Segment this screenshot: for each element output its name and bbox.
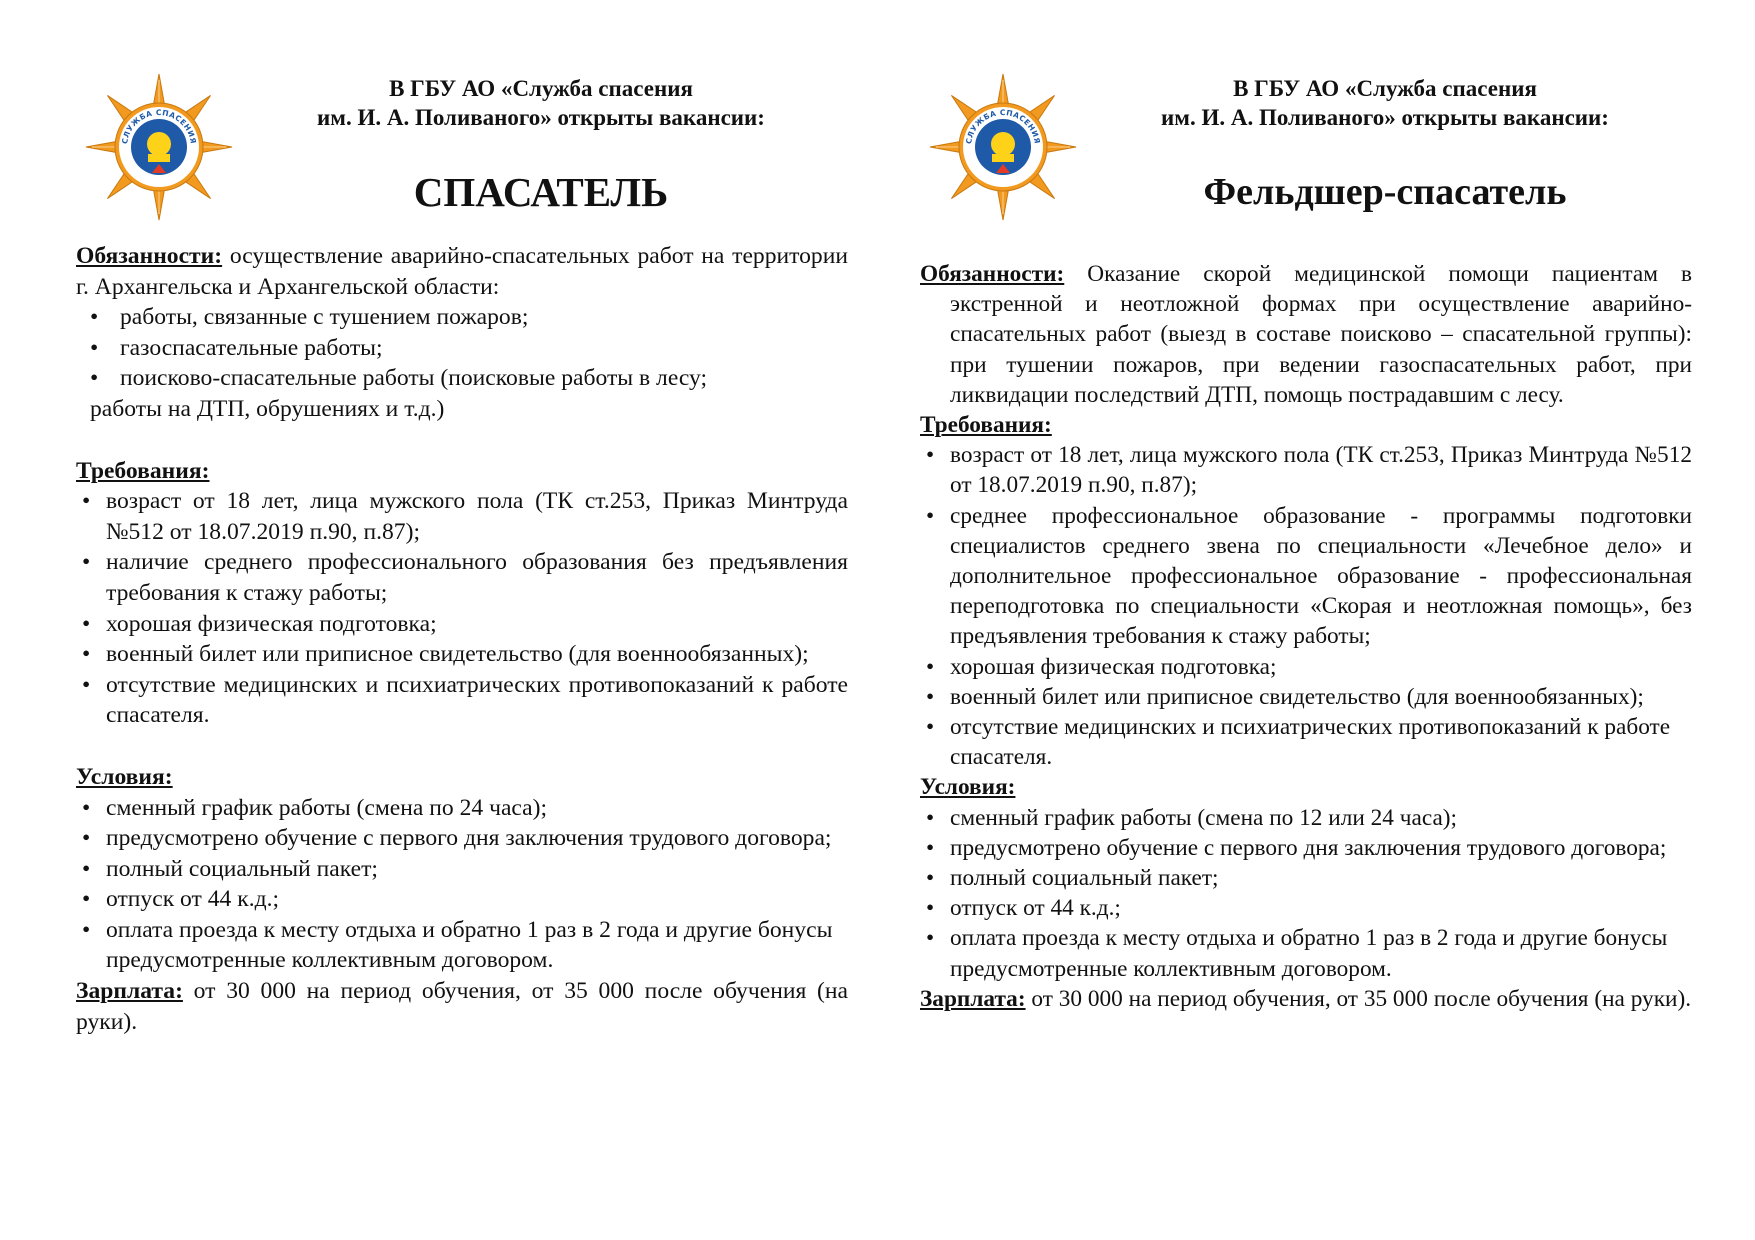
duties-label: Обязанности:	[76, 243, 223, 269]
salary-text: от 30 000 на период обучения, от 35 000 после обучения (на руки).	[1025, 985, 1692, 1012]
list-item: • возраст от 18 лет, лица мужского пола (ТК ст.253, Приказ Минтруда №512 от 18.07.2019 п.90, п.87);	[920, 440, 1692, 500]
list-item: • поисково-спасательные работы (поисковые работы в лесу;	[76, 363, 848, 394]
requirements-list	[920, 440, 1692, 772]
list-item: • наличие среднего профессионального образования без предъявления требования к стажу работы;	[76, 547, 848, 608]
header	[246, 0, 836, 217]
duties-text: осуществление аварийно-спасательных работ на территории г. Архангельска и Архангельской области:	[76, 243, 848, 300]
duties-section	[76, 241, 848, 302]
vacancy-title: СПАСАТЕЛЬ	[413, 169, 669, 215]
list-item: • газоспасательные работы;	[76, 333, 848, 364]
list-item: • военный билет или приписное свидетельство (для военнообязанных);	[76, 639, 848, 670]
list-item: • оплата проезда к месту отдыха и обратно 1 раз в 2 года и другие бонусы предусмотренные коллективным договором.	[76, 915, 848, 976]
list-item: • полный социальный пакет;	[76, 854, 848, 885]
salary-section	[76, 976, 848, 1037]
list-item: • отпуск от 44 к.д.;	[920, 893, 1692, 923]
conditions-label: Условия:	[920, 774, 1016, 801]
conditions-label: Условия:	[76, 763, 173, 790]
conditions-list	[76, 793, 848, 977]
org-name: В ГБУ АО «Служба спасения им. И. А. Поливаного» открыты вакансии:	[1161, 76, 1609, 130]
vacancy-card-rescuer	[76, 0, 848, 1240]
list-item: • оплата проезда к месту отдыха и обратно 1 раз в 2 года и другие бонусы предусмотренные коллективным договором.	[920, 923, 1692, 983]
conditions-list	[920, 803, 1692, 984]
list-item: • возраст от 18 лет, лица мужского пола (ТК ст.253, Приказ Минтруда №512 от 18.07.2019 п.90, п.87);	[76, 486, 848, 547]
list-item: • отсутствие медицинских и психиатрических противопоказаний к работе спасателя.	[76, 670, 848, 731]
duties-list	[76, 302, 848, 424]
list-item: • сменный график работы (смена по 12 или 24 часа);	[920, 803, 1692, 833]
list-item: • работы, связанные с тушением пожаров;	[76, 302, 848, 333]
vacancy-card-paramedic-rescuer	[920, 0, 1692, 1240]
salary-section	[920, 984, 1692, 1014]
list-item: • сменный график работы (смена по 24 часа);	[76, 793, 848, 824]
list-item: • военный билет или приписное свидетельство (для военнообязанных);	[920, 682, 1692, 712]
salary-label: Зарплата:	[920, 985, 1026, 1012]
org-name: В ГБУ АО «Служба спасения им. И. А. Поливаного» открыты вакансии:	[317, 76, 765, 130]
vacancy-body	[920, 259, 1692, 1014]
duties-text: Оказание скорой медицинской помощи пациентам в экстренной и неотложной формах при осуществление аварийно-спасательных работ (выезд в составе поисково – спасательной группы): при тушении пожаров, при ведении газоспасательных работ, при ликвидации последствий ДТП, помощь пострадавшим с лесу.	[950, 261, 1692, 408]
list-item: • предусмотрено обучение с первого дня заключения трудового договора;	[920, 833, 1692, 863]
emblem-text: СЛУЖБА СПАСЕНИЯ	[120, 107, 198, 145]
requirements-label: Требования:	[76, 457, 210, 484]
salary-label: Зарплата:	[76, 978, 183, 1005]
salary-text: от 30 000 на период обучения, от 35 000 после обучения (на руки).	[76, 978, 848, 1035]
list-item: • хорошая физическая подготовка;	[920, 652, 1692, 682]
list-item: • отсутствие медицинских и психиатрических противопоказаний к работе спасателя.	[920, 712, 1692, 772]
header	[1090, 0, 1680, 217]
list-item: • хорошая физическая подготовка;	[76, 609, 848, 640]
requirements-list	[76, 486, 848, 731]
duties-label: Обязанности:	[920, 261, 1065, 287]
rescue-service-emblem-icon	[928, 72, 1078, 222]
list-item: • полный социальный пакет;	[920, 863, 1692, 893]
rescue-service-emblem-icon	[84, 72, 234, 222]
list-item-continuation: работы на ДТП, обрушениях и т.д.)	[90, 395, 445, 422]
emblem-text: СЛУЖБА СПАСЕНИЯ	[964, 107, 1042, 145]
vacancy-body	[76, 241, 848, 1037]
vacancy-title: Фельдшер-спасатель	[1203, 171, 1567, 213]
list-item: • среднее профессиональное образование - программы подготовки специалистов среднего звена по специальности «Лечебное дело» и дополнительное профессиональное образование - профессиональная переподготовка по специальности «Скорая и неотложная помощь», без предъявления требования к стажу работы;	[920, 501, 1692, 652]
list-item: • отпуск от 44 к.д.;	[76, 884, 848, 915]
list-item: • предусмотрено обучение с первого дня заключения трудового договора;	[76, 823, 848, 854]
duties-section	[920, 259, 1692, 410]
requirements-label: Требования:	[920, 412, 1052, 439]
